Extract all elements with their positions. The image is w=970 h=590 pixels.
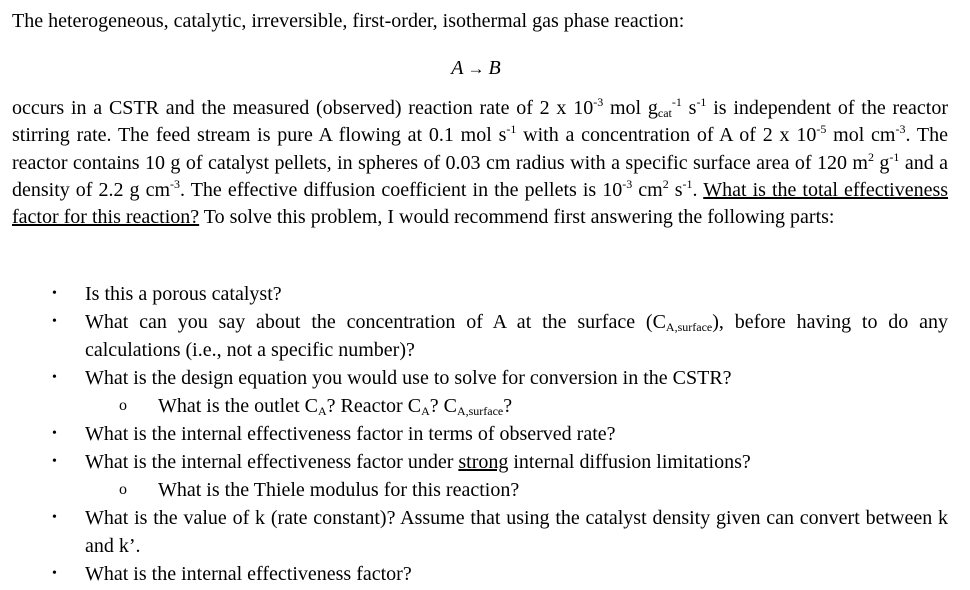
text: What can you say about the concentration of A at the surface (C [85,311,666,333]
exponent: -1 [506,122,517,137]
text: ), before having to do any calculations (i.e., not a specific number)? [85,311,948,361]
problem-paragraph [12,95,948,231]
question-text: What is the internal effectiveness factor in terms of observed rate? [85,423,616,445]
text: with a concentration of A of 2 x 10 [516,124,817,147]
bullet-icon: • [52,566,57,581]
reaction-equation [0,55,952,82]
subscript: A [317,404,327,418]
text: What is the outlet C [158,395,318,417]
circle-bullet-icon: o [119,397,127,414]
question-text: What is the internal effectiveness factor? [85,563,412,585]
product: B [488,57,501,79]
text: . The effective diffusion coefficient in the pellets is 10 [180,178,623,201]
list-item [0,364,970,392]
arrow-icon: → [467,59,485,78]
question-text: What is the Thiele modulus for this reaction? [158,479,520,501]
exponent: -1 [696,95,707,109]
bullet-icon: • [52,314,57,329]
exponent: -5 [816,122,827,137]
question-list [0,280,970,588]
exponent: 2 [662,176,669,191]
question-text [85,308,948,364]
exponent: 2 [867,149,874,164]
text: . [692,178,704,201]
list-item [0,560,970,588]
text: ? Reactor C [326,395,422,417]
text: internal diffusion limitations? [508,451,751,473]
sub-list-item [0,476,970,504]
text: What is the internal effectiveness factor under [85,451,459,473]
text: ? [503,395,513,417]
exponent: -1 [671,95,682,109]
main-question: What is the total effectiveness factor for this reaction? [12,178,949,229]
reactant: A [451,57,464,79]
subscript: A,surface [665,320,713,334]
bullet-icon: • [52,454,57,469]
circle-bullet-icon: o [119,481,127,498]
text: occurs in a CSTR and the measured (observed) reaction rate of 2 x 10 [12,97,594,119]
question-text: What is the value of k (rate constant)? Assume that using the catalyst density given can convert between k and k’. [85,507,948,557]
question-text: What is the design equation you would use to solve for conversion in the CSTR? [85,367,732,389]
exponent: -1 [889,149,900,164]
subscript: A,surface [456,404,504,418]
text: mol cm [826,124,896,147]
text: g [873,151,890,174]
question-text [158,392,948,420]
bullet-icon: • [52,286,57,301]
text: s [681,97,697,119]
text: cm [632,178,663,201]
subscript: cat [657,106,672,120]
subscript: A [421,404,430,418]
list-item [0,420,970,448]
bullet-icon: • [52,370,57,385]
list-item [0,448,970,476]
list-item [0,308,970,364]
problem-intro: The heterogeneous, catalytic, irreversible, first-order, isothermal gas phase reaction: [12,10,685,32]
question-text [85,448,948,476]
exponent: -3 [622,176,633,191]
exponent: -3 [170,176,181,191]
bullet-icon: • [52,510,57,525]
list-item [0,504,970,560]
sub-list-item [0,392,970,420]
exponent: -1 [682,176,693,191]
exponent: -3 [593,95,604,109]
question-text: Is this a porous catalyst? [85,283,282,305]
text: s [668,178,683,201]
text: . The reactor contains 10 g of catalyst pellets, in spheres of 0.03 cm radius with a specific surface area of 120 m [12,124,949,174]
text: ? C [429,395,457,417]
text: and a density of 2.2 g cm [12,151,949,201]
exponent: -3 [895,122,906,137]
list-item [0,280,970,308]
underlined-text: strong [458,451,509,473]
bullet-icon: • [52,426,57,441]
text: mol g [603,97,658,119]
text: To solve this problem, I would recommend first answering the following parts: [199,206,835,229]
text: is independent of the reactor stirring rate. The feed stream is pure A flowing at 0.1 mol s [12,97,948,147]
